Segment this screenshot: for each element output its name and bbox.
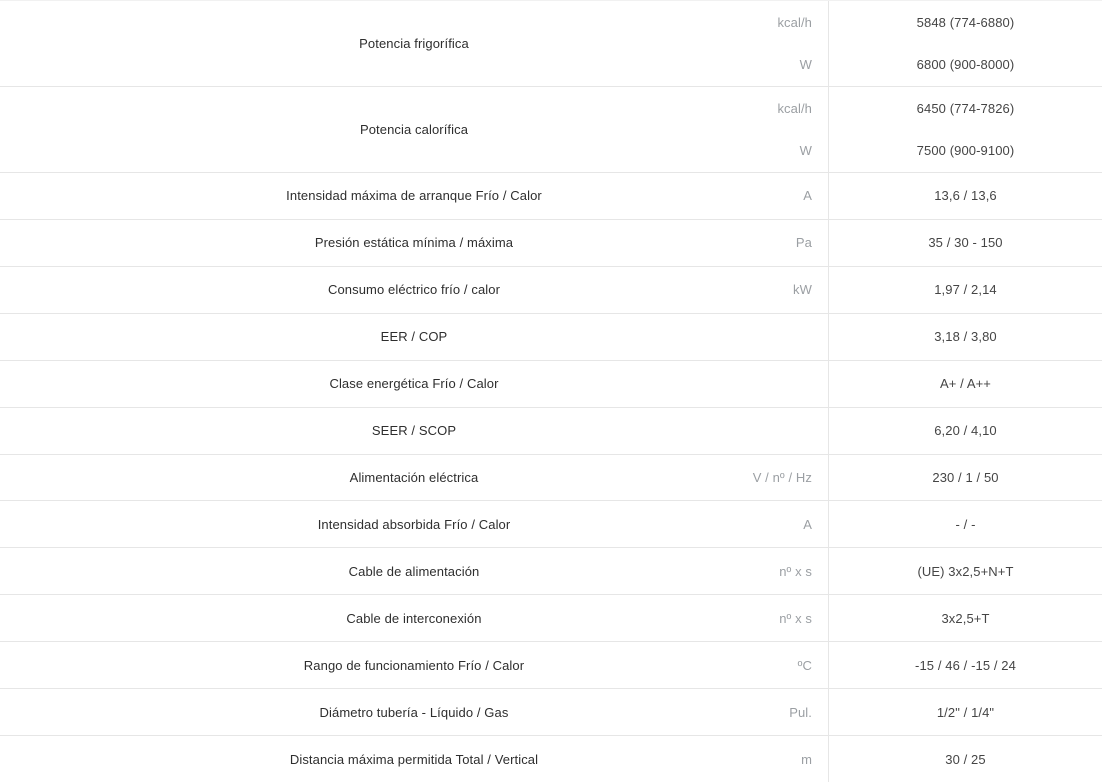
value-cell [829, 1, 1102, 86]
spec-cell [0, 1, 829, 86]
spec-cell [0, 314, 829, 360]
spec-value: 1/2" / 1/4" [936, 704, 995, 720]
unit-column [796, 220, 812, 266]
spec-label: Clase energética Frío / Calor [329, 376, 499, 392]
unit-label: A [803, 516, 812, 532]
unit-label: V / nº / Hz [752, 469, 812, 485]
spec-label: Presión estática mínima / máxima [314, 235, 514, 251]
table-row [0, 173, 1102, 220]
value-cell [829, 548, 1102, 594]
spec-value: 5848 (774-6880) [916, 14, 1015, 30]
spec-value: 3x2,5+T [941, 610, 990, 626]
spec-value: 13,6 / 13,6 [934, 188, 997, 204]
unit-column [777, 87, 812, 172]
spec-cell [0, 220, 829, 266]
table-row [0, 642, 1102, 689]
unit-column [753, 455, 812, 501]
spec-cell [0, 455, 829, 501]
unit-label: ºC [797, 657, 812, 673]
unit-label: Pa [795, 235, 812, 251]
spec-label: EER / COP [380, 329, 448, 345]
table-row [0, 689, 1102, 736]
spec-label: Distancia máxima permitida Total / Vertical [289, 751, 539, 767]
spec-label: Cable de interconexión [346, 610, 482, 626]
value-cell [829, 689, 1102, 735]
table-row [0, 220, 1102, 267]
unit-column [798, 642, 812, 688]
value-cell [829, 267, 1102, 313]
spec-cell [0, 173, 829, 219]
spec-value: 230 / 1 / 50 [932, 469, 999, 485]
table-row [0, 87, 1102, 173]
spec-label: Cable de alimentación [348, 563, 480, 579]
spec-cell [0, 361, 829, 407]
spec-label: Alimentación eléctrica [349, 469, 479, 485]
spec-value: 6,20 / 4,10 [934, 423, 997, 439]
spec-cell [0, 408, 829, 454]
spec-value: 6800 (900-8000) [916, 57, 1015, 73]
spec-label: Rango de funcionamiento Frío / Calor [303, 657, 525, 673]
unit-label: A [803, 188, 812, 204]
table-row [0, 314, 1102, 361]
spec-label: Diámetro tubería - Líquido / Gas [319, 704, 509, 720]
spec-cell [0, 87, 829, 172]
unit-label: m [801, 751, 812, 767]
table-row [0, 1, 1102, 87]
table-row [0, 548, 1102, 595]
value-cell [829, 220, 1102, 266]
unit-label: kcal/h [777, 14, 812, 30]
unit-label: nº x s [779, 563, 812, 579]
unit-column [789, 689, 812, 735]
value-cell [829, 361, 1102, 407]
table-row [0, 267, 1102, 314]
unit-label: kW [793, 282, 812, 298]
value-cell [829, 173, 1102, 219]
table-row [0, 501, 1102, 548]
value-cell [829, 595, 1102, 641]
unit-column [779, 548, 812, 594]
spec-value: -15 / 46 / -15 / 24 [915, 657, 1016, 673]
spec-value: 6450 (774-7826) [916, 100, 1015, 116]
value-cell [829, 736, 1102, 782]
unit-column [793, 267, 812, 313]
spec-value: - / - [955, 516, 976, 532]
unit-column [803, 173, 812, 219]
spec-label: Potencia frigorífica [359, 36, 469, 51]
spec-label: Potencia calorífica [359, 122, 469, 137]
spec-label: SEER / SCOP [371, 423, 457, 439]
unit-column [779, 595, 812, 641]
spec-cell [0, 595, 829, 641]
value-cell [829, 642, 1102, 688]
value-cell [829, 87, 1102, 172]
spec-cell [0, 501, 829, 547]
spec-value: A+ / A++ [939, 376, 992, 392]
unit-column [803, 501, 812, 547]
unit-label: nº x s [779, 610, 812, 626]
spec-cell [0, 689, 829, 735]
table-row [0, 736, 1102, 782]
spec-value: 3,18 / 3,80 [934, 329, 997, 345]
table-row [0, 595, 1102, 642]
spec-cell [0, 548, 829, 594]
table-row [0, 361, 1102, 408]
spec-cell [0, 642, 829, 688]
unit-column [777, 1, 812, 86]
spec-value: (UE) 3x2,5+N+T [917, 563, 1014, 579]
unit-label: kcal/h [777, 100, 812, 116]
unit-label: W [799, 57, 812, 73]
value-cell [829, 314, 1102, 360]
spec-cell [0, 736, 829, 782]
value-cell [829, 455, 1102, 501]
value-cell [829, 501, 1102, 547]
unit-label: Pul. [789, 704, 812, 720]
value-cell [829, 408, 1102, 454]
spec-value: 1,97 / 2,14 [934, 282, 997, 298]
table-row [0, 408, 1102, 455]
spec-cell [0, 267, 829, 313]
unit-label: W [799, 143, 812, 159]
spec-value: 7500 (900-9100) [916, 143, 1015, 159]
unit-column [801, 736, 812, 782]
spec-label: Consumo eléctrico frío / calor [327, 282, 501, 298]
table-row [0, 455, 1102, 502]
spec-value: 35 / 30 - 150 [928, 235, 1003, 251]
spec-label: Intensidad máxima de arranque Frío / Calor [286, 188, 542, 204]
spec-label: Intensidad absorbida Frío / Calor [317, 516, 511, 532]
spec-value: 30 / 25 [945, 751, 986, 767]
